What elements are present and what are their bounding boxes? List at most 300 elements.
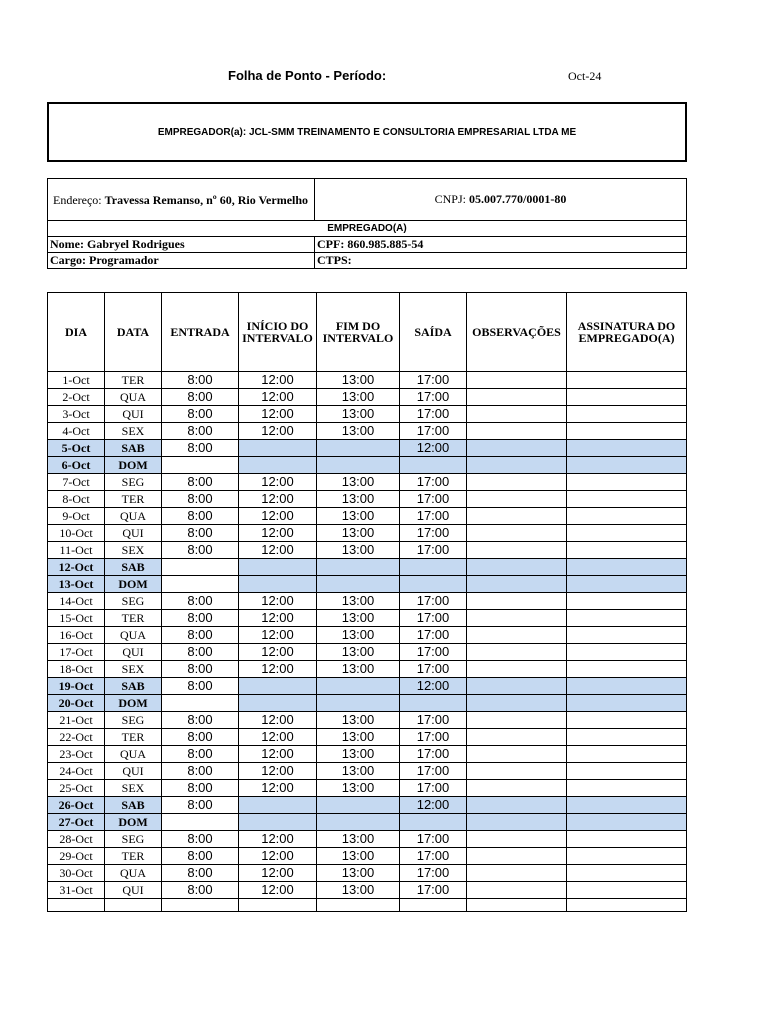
observacoes-cell	[467, 457, 567, 474]
fim-intervalo-cell	[317, 797, 400, 814]
day-cell: 13-Oct	[48, 576, 105, 593]
entrada-cell	[162, 559, 239, 576]
weekday-cell: DOM	[105, 576, 162, 593]
saida-cell: 17:00	[400, 474, 467, 491]
inicio-intervalo-cell: 12:00	[239, 712, 317, 729]
table-row	[48, 712, 687, 729]
title-row	[0, 68, 768, 86]
inicio-intervalo-cell: 12:00	[239, 661, 317, 678]
assinatura-cell	[567, 848, 687, 865]
inicio-intervalo-cell: 12:00	[239, 610, 317, 627]
saida-cell: 17:00	[400, 729, 467, 746]
assinatura-cell	[567, 406, 687, 423]
inicio-intervalo-cell: 12:00	[239, 729, 317, 746]
day-cell: 12-Oct	[48, 559, 105, 576]
table-row	[48, 763, 687, 780]
day-cell: 2-Oct	[48, 389, 105, 406]
table-row	[48, 559, 687, 576]
observacoes-cell	[467, 423, 567, 440]
period-value: Oct-24	[568, 69, 602, 83]
timesheet-header-row	[48, 293, 687, 372]
entrada-cell: 8:00	[162, 406, 239, 423]
weekday-cell: SAB	[105, 678, 162, 695]
inicio-intervalo-cell: 12:00	[239, 763, 317, 780]
table-row	[48, 593, 687, 610]
saida-cell: 17:00	[400, 865, 467, 882]
weekday-cell: QUI	[105, 763, 162, 780]
table-row	[48, 729, 687, 746]
cnpj-cell	[315, 179, 687, 221]
fim-intervalo-cell	[317, 695, 400, 712]
weekday-cell: SAB	[105, 797, 162, 814]
saida-cell: 12:00	[400, 678, 467, 695]
day-cell: 10-Oct	[48, 525, 105, 542]
saida-cell: 17:00	[400, 831, 467, 848]
inicio-intervalo-cell	[239, 457, 317, 474]
weekday-cell: TER	[105, 610, 162, 627]
observacoes-cell	[467, 661, 567, 678]
entrada-cell	[162, 814, 239, 831]
assinatura-cell	[567, 882, 687, 899]
observacoes-cell	[467, 746, 567, 763]
fim-intervalo-cell: 13:00	[317, 508, 400, 525]
table-row	[48, 389, 687, 406]
weekday-cell: SEX	[105, 780, 162, 797]
entrada-cell	[162, 457, 239, 474]
day-cell: 7-Oct	[48, 474, 105, 491]
employee-name: Nome: Gabryel Rodrigues	[48, 237, 315, 253]
fim-intervalo-cell: 13:00	[317, 763, 400, 780]
assinatura-cell	[567, 814, 687, 831]
employee-name-row	[48, 237, 687, 253]
observacoes-cell	[467, 763, 567, 780]
inicio-intervalo-cell: 12:00	[239, 491, 317, 508]
table-row	[48, 678, 687, 695]
day-cell: 15-Oct	[48, 610, 105, 627]
column-header-assinatura: ASSINATURA DO EMPREGADO(A)	[567, 293, 687, 372]
day-cell: 25-Oct	[48, 780, 105, 797]
observacoes-cell	[467, 542, 567, 559]
assinatura-cell	[567, 610, 687, 627]
weekday-cell: SEX	[105, 423, 162, 440]
address-label: Endereço:	[53, 192, 102, 207]
fim-intervalo-cell	[317, 457, 400, 474]
document-title: Folha de Ponto - Período:	[228, 68, 387, 83]
saida-cell	[400, 814, 467, 831]
fim-intervalo-cell: 13:00	[317, 746, 400, 763]
entrada-cell	[162, 576, 239, 593]
entrada-cell: 8:00	[162, 491, 239, 508]
fim-intervalo-cell: 13:00	[317, 406, 400, 423]
saida-cell: 17:00	[400, 661, 467, 678]
observacoes-cell	[467, 797, 567, 814]
day-cell: 29-Oct	[48, 848, 105, 865]
table-row	[48, 865, 687, 882]
weekday-cell: QUA	[105, 389, 162, 406]
day-cell: 20-Oct	[48, 695, 105, 712]
weekday-cell: SEG	[105, 474, 162, 491]
assinatura-cell	[567, 508, 687, 525]
day-cell: 17-Oct	[48, 644, 105, 661]
saida-cell: 17:00	[400, 644, 467, 661]
day-cell: 4-Oct	[48, 423, 105, 440]
saida-cell: 17:00	[400, 763, 467, 780]
entrada-cell: 8:00	[162, 729, 239, 746]
inicio-intervalo-cell: 12:00	[239, 831, 317, 848]
inicio-intervalo-cell	[239, 695, 317, 712]
observacoes-cell	[467, 678, 567, 695]
entrada-cell: 8:00	[162, 474, 239, 491]
observacoes-cell	[467, 831, 567, 848]
entrada-cell: 8:00	[162, 831, 239, 848]
employer-box	[47, 102, 687, 162]
observacoes-cell	[467, 508, 567, 525]
table-row	[48, 780, 687, 797]
fim-intervalo-cell: 13:00	[317, 525, 400, 542]
saida-cell: 17:00	[400, 780, 467, 797]
table-row	[48, 423, 687, 440]
entrada-cell: 8:00	[162, 440, 239, 457]
fim-intervalo-cell: 13:00	[317, 593, 400, 610]
table-row	[48, 508, 687, 525]
saida-cell: 17:00	[400, 593, 467, 610]
observacoes-cell	[467, 644, 567, 661]
empty-cell	[567, 899, 687, 912]
assinatura-cell	[567, 763, 687, 780]
day-cell: 22-Oct	[48, 729, 105, 746]
weekday-cell: QUA	[105, 627, 162, 644]
address-value: Travessa Remanso, nº 60, Rio Vermelho	[104, 192, 309, 207]
assinatura-cell	[567, 491, 687, 508]
weekday-cell: SEX	[105, 542, 162, 559]
day-cell: 14-Oct	[48, 593, 105, 610]
table-row	[48, 814, 687, 831]
weekday-cell: SEG	[105, 593, 162, 610]
entrada-cell: 8:00	[162, 610, 239, 627]
inicio-intervalo-cell: 12:00	[239, 389, 317, 406]
day-cell: 5-Oct	[48, 440, 105, 457]
assinatura-cell	[567, 525, 687, 542]
observacoes-cell	[467, 491, 567, 508]
table-row	[48, 610, 687, 627]
day-cell: 18-Oct	[48, 661, 105, 678]
fim-intervalo-cell: 13:00	[317, 848, 400, 865]
entrada-cell: 8:00	[162, 865, 239, 882]
entrada-cell: 8:00	[162, 508, 239, 525]
assinatura-cell	[567, 780, 687, 797]
day-cell: 21-Oct	[48, 712, 105, 729]
assinatura-cell	[567, 457, 687, 474]
saida-cell	[400, 576, 467, 593]
assinatura-cell	[567, 372, 687, 389]
empty-cell	[400, 899, 467, 912]
weekday-cell: TER	[105, 848, 162, 865]
observacoes-cell	[467, 627, 567, 644]
table-row	[48, 406, 687, 423]
saida-cell: 12:00	[400, 797, 467, 814]
fim-intervalo-cell: 13:00	[317, 831, 400, 848]
column-header-data: DATA	[105, 293, 162, 372]
inicio-intervalo-cell	[239, 678, 317, 695]
assinatura-cell	[567, 865, 687, 882]
column-header-dia: DIA	[48, 293, 105, 372]
weekday-cell: SEG	[105, 831, 162, 848]
observacoes-cell	[467, 848, 567, 865]
empty-row	[48, 899, 687, 912]
inicio-intervalo-cell: 12:00	[239, 848, 317, 865]
day-cell: 11-Oct	[48, 542, 105, 559]
fim-intervalo-cell: 13:00	[317, 474, 400, 491]
table-row	[48, 372, 687, 389]
assinatura-cell	[567, 729, 687, 746]
assinatura-cell	[567, 559, 687, 576]
assinatura-cell	[567, 576, 687, 593]
inicio-intervalo-cell: 12:00	[239, 474, 317, 491]
timesheet-body	[48, 372, 687, 912]
assinatura-cell	[567, 440, 687, 457]
assinatura-cell	[567, 831, 687, 848]
weekday-cell: SAB	[105, 559, 162, 576]
day-cell: 19-Oct	[48, 678, 105, 695]
employee-role: Cargo: Programador	[48, 253, 315, 269]
weekday-cell: DOM	[105, 695, 162, 712]
empty-cell	[239, 899, 317, 912]
inicio-intervalo-cell: 12:00	[239, 406, 317, 423]
inicio-intervalo-cell: 12:00	[239, 627, 317, 644]
table-row	[48, 746, 687, 763]
column-header-observacoes: OBSERVAÇÕES	[467, 293, 567, 372]
table-row	[48, 576, 687, 593]
fim-intervalo-cell	[317, 814, 400, 831]
entrada-cell: 8:00	[162, 525, 239, 542]
saida-cell: 17:00	[400, 610, 467, 627]
empty-cell	[105, 899, 162, 912]
cnpj-label: CNPJ:	[434, 192, 466, 206]
inicio-intervalo-cell: 12:00	[239, 865, 317, 882]
fim-intervalo-cell: 13:00	[317, 882, 400, 899]
address-cell	[48, 179, 315, 221]
table-row	[48, 661, 687, 678]
column-header-inicio-intervalo: INÍCIO DO INTERVALO	[239, 293, 317, 372]
entrada-cell	[162, 695, 239, 712]
timesheet-table	[47, 292, 687, 912]
observacoes-cell	[467, 525, 567, 542]
entrada-cell: 8:00	[162, 763, 239, 780]
employee-section-row	[48, 221, 687, 237]
day-cell: 26-Oct	[48, 797, 105, 814]
table-row	[48, 848, 687, 865]
weekday-cell: SEG	[105, 712, 162, 729]
fim-intervalo-cell: 13:00	[317, 661, 400, 678]
weekday-cell: QUA	[105, 508, 162, 525]
weekday-cell: TER	[105, 491, 162, 508]
fim-intervalo-cell: 13:00	[317, 423, 400, 440]
saida-cell: 17:00	[400, 712, 467, 729]
observacoes-cell	[467, 729, 567, 746]
observacoes-cell	[467, 474, 567, 491]
day-cell: 16-Oct	[48, 627, 105, 644]
saida-cell	[400, 457, 467, 474]
entrada-cell: 8:00	[162, 593, 239, 610]
table-row	[48, 797, 687, 814]
entrada-cell: 8:00	[162, 644, 239, 661]
weekday-cell: TER	[105, 372, 162, 389]
inicio-intervalo-cell: 12:00	[239, 508, 317, 525]
table-row	[48, 525, 687, 542]
assinatura-cell	[567, 474, 687, 491]
assinatura-cell	[567, 627, 687, 644]
day-cell: 9-Oct	[48, 508, 105, 525]
inicio-intervalo-cell	[239, 797, 317, 814]
observacoes-cell	[467, 406, 567, 423]
assinatura-cell	[567, 746, 687, 763]
weekday-cell: SAB	[105, 440, 162, 457]
entrada-cell: 8:00	[162, 678, 239, 695]
fim-intervalo-cell: 13:00	[317, 627, 400, 644]
inicio-intervalo-cell: 12:00	[239, 644, 317, 661]
assinatura-cell	[567, 797, 687, 814]
saida-cell: 17:00	[400, 423, 467, 440]
table-row	[48, 882, 687, 899]
day-cell: 23-Oct	[48, 746, 105, 763]
saida-cell: 17:00	[400, 389, 467, 406]
saida-cell: 17:00	[400, 542, 467, 559]
day-cell: 1-Oct	[48, 372, 105, 389]
weekday-cell: QUI	[105, 406, 162, 423]
assinatura-cell	[567, 423, 687, 440]
entrada-cell: 8:00	[162, 780, 239, 797]
empty-cell	[162, 899, 239, 912]
empty-cell	[317, 899, 400, 912]
observacoes-cell	[467, 695, 567, 712]
assinatura-cell	[567, 712, 687, 729]
cnpj-value: 05.007.770/0001-80	[469, 192, 567, 206]
day-cell: 31-Oct	[48, 882, 105, 899]
observacoes-cell	[467, 712, 567, 729]
entrada-cell: 8:00	[162, 797, 239, 814]
observacoes-cell	[467, 814, 567, 831]
observacoes-cell	[467, 372, 567, 389]
fim-intervalo-cell	[317, 576, 400, 593]
inicio-intervalo-cell: 12:00	[239, 423, 317, 440]
entrada-cell: 8:00	[162, 372, 239, 389]
empty-cell	[467, 899, 567, 912]
fim-intervalo-cell: 13:00	[317, 389, 400, 406]
entrada-cell: 8:00	[162, 423, 239, 440]
saida-cell: 17:00	[400, 372, 467, 389]
weekday-cell: QUA	[105, 865, 162, 882]
saida-cell: 17:00	[400, 627, 467, 644]
column-header-fim-intervalo: FIM DO INTERVALO	[317, 293, 400, 372]
table-row	[48, 831, 687, 848]
table-row	[48, 695, 687, 712]
fim-intervalo-cell: 13:00	[317, 542, 400, 559]
table-row	[48, 644, 687, 661]
weekday-cell: TER	[105, 729, 162, 746]
employee-section-title: EMPREGADO(A)	[48, 221, 687, 237]
weekday-cell: DOM	[105, 814, 162, 831]
saida-cell: 17:00	[400, 525, 467, 542]
fim-intervalo-cell: 13:00	[317, 865, 400, 882]
table-row	[48, 440, 687, 457]
weekday-cell: QUA	[105, 746, 162, 763]
fim-intervalo-cell: 13:00	[317, 610, 400, 627]
weekday-cell: DOM	[105, 457, 162, 474]
inicio-intervalo-cell	[239, 814, 317, 831]
day-cell: 3-Oct	[48, 406, 105, 423]
observacoes-cell	[467, 780, 567, 797]
inicio-intervalo-cell: 12:00	[239, 780, 317, 797]
entrada-cell: 8:00	[162, 882, 239, 899]
weekday-cell: QUI	[105, 882, 162, 899]
fim-intervalo-cell	[317, 678, 400, 695]
employee-ctps: CTPS:	[315, 253, 687, 269]
day-cell: 28-Oct	[48, 831, 105, 848]
observacoes-cell	[467, 593, 567, 610]
table-row	[48, 627, 687, 644]
inicio-intervalo-cell	[239, 576, 317, 593]
entrada-cell: 8:00	[162, 627, 239, 644]
inicio-intervalo-cell: 12:00	[239, 372, 317, 389]
address-row	[48, 179, 687, 221]
saida-cell	[400, 559, 467, 576]
observacoes-cell	[467, 610, 567, 627]
fim-intervalo-cell	[317, 440, 400, 457]
column-header-entrada: ENTRADA	[162, 293, 239, 372]
saida-cell: 12:00	[400, 440, 467, 457]
saida-cell: 17:00	[400, 508, 467, 525]
fim-intervalo-cell: 13:00	[317, 372, 400, 389]
observacoes-cell	[467, 440, 567, 457]
observacoes-cell	[467, 576, 567, 593]
inicio-intervalo-cell: 12:00	[239, 542, 317, 559]
observacoes-cell	[467, 865, 567, 882]
inicio-intervalo-cell: 12:00	[239, 593, 317, 610]
saida-cell: 17:00	[400, 406, 467, 423]
inicio-intervalo-cell	[239, 559, 317, 576]
observacoes-cell	[467, 389, 567, 406]
fim-intervalo-cell: 13:00	[317, 491, 400, 508]
weekday-cell: QUI	[105, 525, 162, 542]
employee-role-row	[48, 253, 687, 269]
saida-cell	[400, 695, 467, 712]
saida-cell: 17:00	[400, 882, 467, 899]
entrada-cell: 8:00	[162, 389, 239, 406]
saida-cell: 17:00	[400, 746, 467, 763]
employer-text: EMPREGADOR(a): JCL-SMM TREINAMENTO E CONSULTORIA EMPRESARIAL LTDA ME	[157, 126, 577, 138]
observacoes-cell	[467, 559, 567, 576]
assinatura-cell	[567, 661, 687, 678]
column-header-saida: SAÍDA	[400, 293, 467, 372]
employee-cpf: CPF: 860.985.885-54	[315, 237, 687, 253]
inicio-intervalo-cell: 12:00	[239, 525, 317, 542]
entrada-cell: 8:00	[162, 542, 239, 559]
entrada-cell: 8:00	[162, 712, 239, 729]
assinatura-cell	[567, 542, 687, 559]
observacoes-cell	[467, 882, 567, 899]
assinatura-cell	[567, 678, 687, 695]
saida-cell: 17:00	[400, 848, 467, 865]
fim-intervalo-cell	[317, 559, 400, 576]
day-cell: 24-Oct	[48, 763, 105, 780]
fim-intervalo-cell: 13:00	[317, 644, 400, 661]
weekday-cell: SEX	[105, 661, 162, 678]
assinatura-cell	[567, 644, 687, 661]
assinatura-cell	[567, 695, 687, 712]
table-row	[48, 491, 687, 508]
fim-intervalo-cell: 13:00	[317, 712, 400, 729]
weekday-cell: QUI	[105, 644, 162, 661]
